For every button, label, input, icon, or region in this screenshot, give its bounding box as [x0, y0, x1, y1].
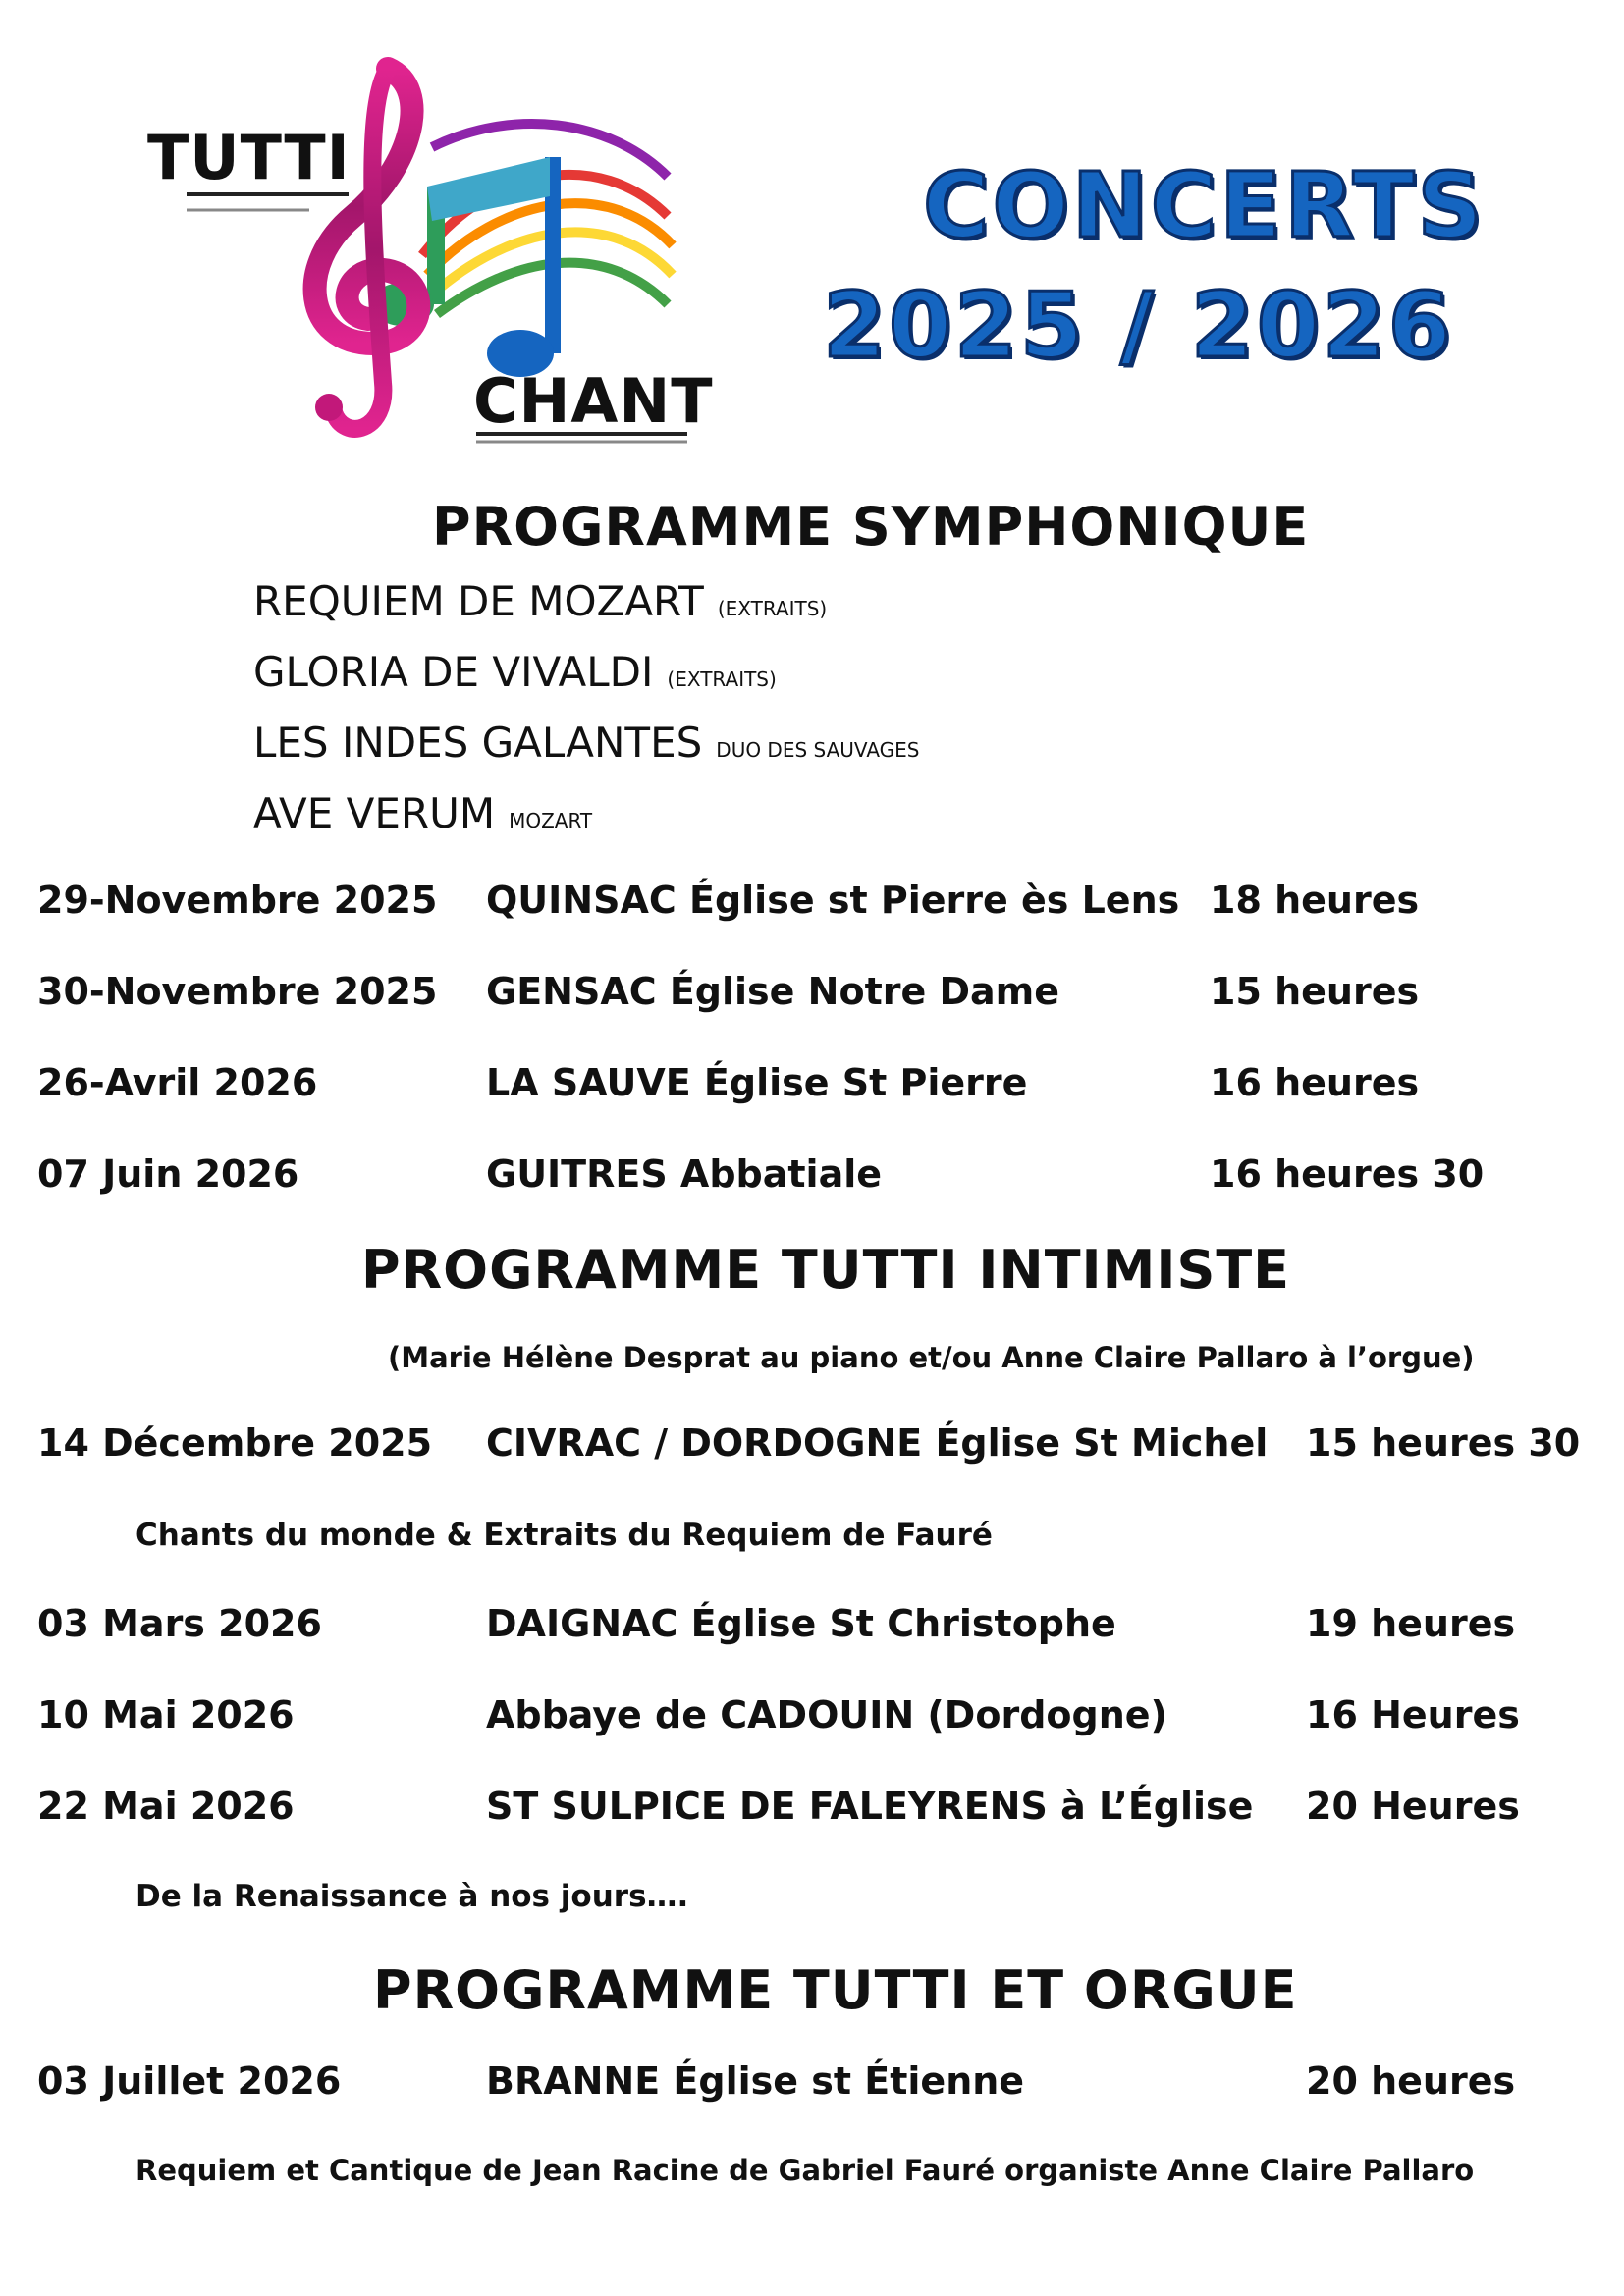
- concert-date: 22 Mai 2026: [37, 1785, 295, 1828]
- concert-date: 26-Avril 2026: [37, 1061, 318, 1104]
- work-item: [253, 789, 592, 837]
- orgue-note: Requiem et Cantique de Jean Racine de Gabriel Fauré organiste Anne Claire Pallaro: [135, 2154, 1475, 2187]
- concert-place: QUINSAC Église st Pierre ès Lens: [486, 879, 1180, 922]
- concert-time: 15 heures: [1210, 970, 1420, 1013]
- work-note: (EXTRAITS): [667, 667, 777, 691]
- concert-date: 03 Juillet 2026: [37, 2059, 342, 2103]
- heading-symphonique: PROGRAMME SYMPHONIQUE: [432, 496, 1310, 558]
- concert-place: DAIGNAC Église St Christophe: [486, 1602, 1116, 1645]
- concert-place: LA SAUVE Église St Pierre: [486, 1061, 1028, 1104]
- concert-time: 16 heures 30: [1210, 1152, 1485, 1196]
- concert-date: 10 Mai 2026: [37, 1693, 295, 1736]
- concert-place: GUITRES Abbatiale: [486, 1152, 883, 1196]
- work-title: REQUIEM DE MOZART: [253, 577, 704, 625]
- concert-place: ST SULPICE DE FALEYRENS à L’Église: [486, 1785, 1254, 1828]
- intimiste-subtitle: (Marie Hélène Desprat au piano et/ou Anne Claire Pallaro à l’orgue): [388, 1341, 1475, 1374]
- logo-word-top: TUTTI: [147, 122, 351, 193]
- concert-time: 15 heures 30: [1306, 1421, 1581, 1465]
- concert-time: 20 Heures: [1306, 1785, 1520, 1828]
- work-item: [253, 648, 777, 696]
- work-item: [253, 577, 827, 625]
- logo-word-bottom: CHANT: [473, 365, 714, 437]
- work-note: MOZART: [509, 809, 593, 832]
- concert-place: CIVRAC / DORDOGNE Église St Michel: [486, 1421, 1269, 1465]
- work-note: DUO DES SAUVAGES: [716, 738, 920, 762]
- concert-date: 29-Novembre 2025: [37, 879, 438, 922]
- concert-time: 19 heures: [1306, 1602, 1516, 1645]
- concert-date: 30-Novembre 2025: [37, 970, 438, 1013]
- work-item: [253, 719, 919, 767]
- concert-time: 20 heures: [1306, 2059, 1516, 2103]
- concert-place: BRANNE Église st Étienne: [486, 2059, 1025, 2103]
- title-season: 2025 / 2026: [823, 273, 1454, 378]
- work-title: GLORIA DE VIVALDI: [253, 648, 654, 696]
- heading-intimiste: PROGRAMME TUTTI INTIMISTE: [361, 1239, 1291, 1301]
- work-note: (EXTRAITS): [717, 597, 828, 620]
- intimiste-note-1: Chants du monde & Extraits du Requiem de Fauré: [135, 1518, 993, 1553]
- work-title: AVE VERUM: [253, 789, 496, 837]
- concert-date: 07 Juin 2026: [37, 1152, 299, 1196]
- work-title: LES INDES GALANTES: [253, 719, 703, 767]
- tutti-chant-logo: [137, 49, 714, 461]
- concert-time: 16 heures: [1210, 1061, 1420, 1104]
- concert-time: 18 heures: [1210, 879, 1420, 922]
- concert-date: 03 Mars 2026: [37, 1602, 322, 1645]
- concert-date: 14 Décembre 2025: [37, 1421, 433, 1465]
- concert-place: GENSAC Église Notre Dame: [486, 970, 1060, 1013]
- concert-place: Abbaye de CADOUIN (Dordogne): [486, 1693, 1167, 1736]
- heading-orgue: PROGRAMME TUTTI ET ORGUE: [373, 1959, 1298, 2021]
- title-concerts: CONCERTS: [923, 153, 1486, 258]
- concert-time: 16 Heures: [1306, 1693, 1520, 1736]
- intimiste-note-2: De la Renaissance à nos jours….: [135, 1879, 689, 1914]
